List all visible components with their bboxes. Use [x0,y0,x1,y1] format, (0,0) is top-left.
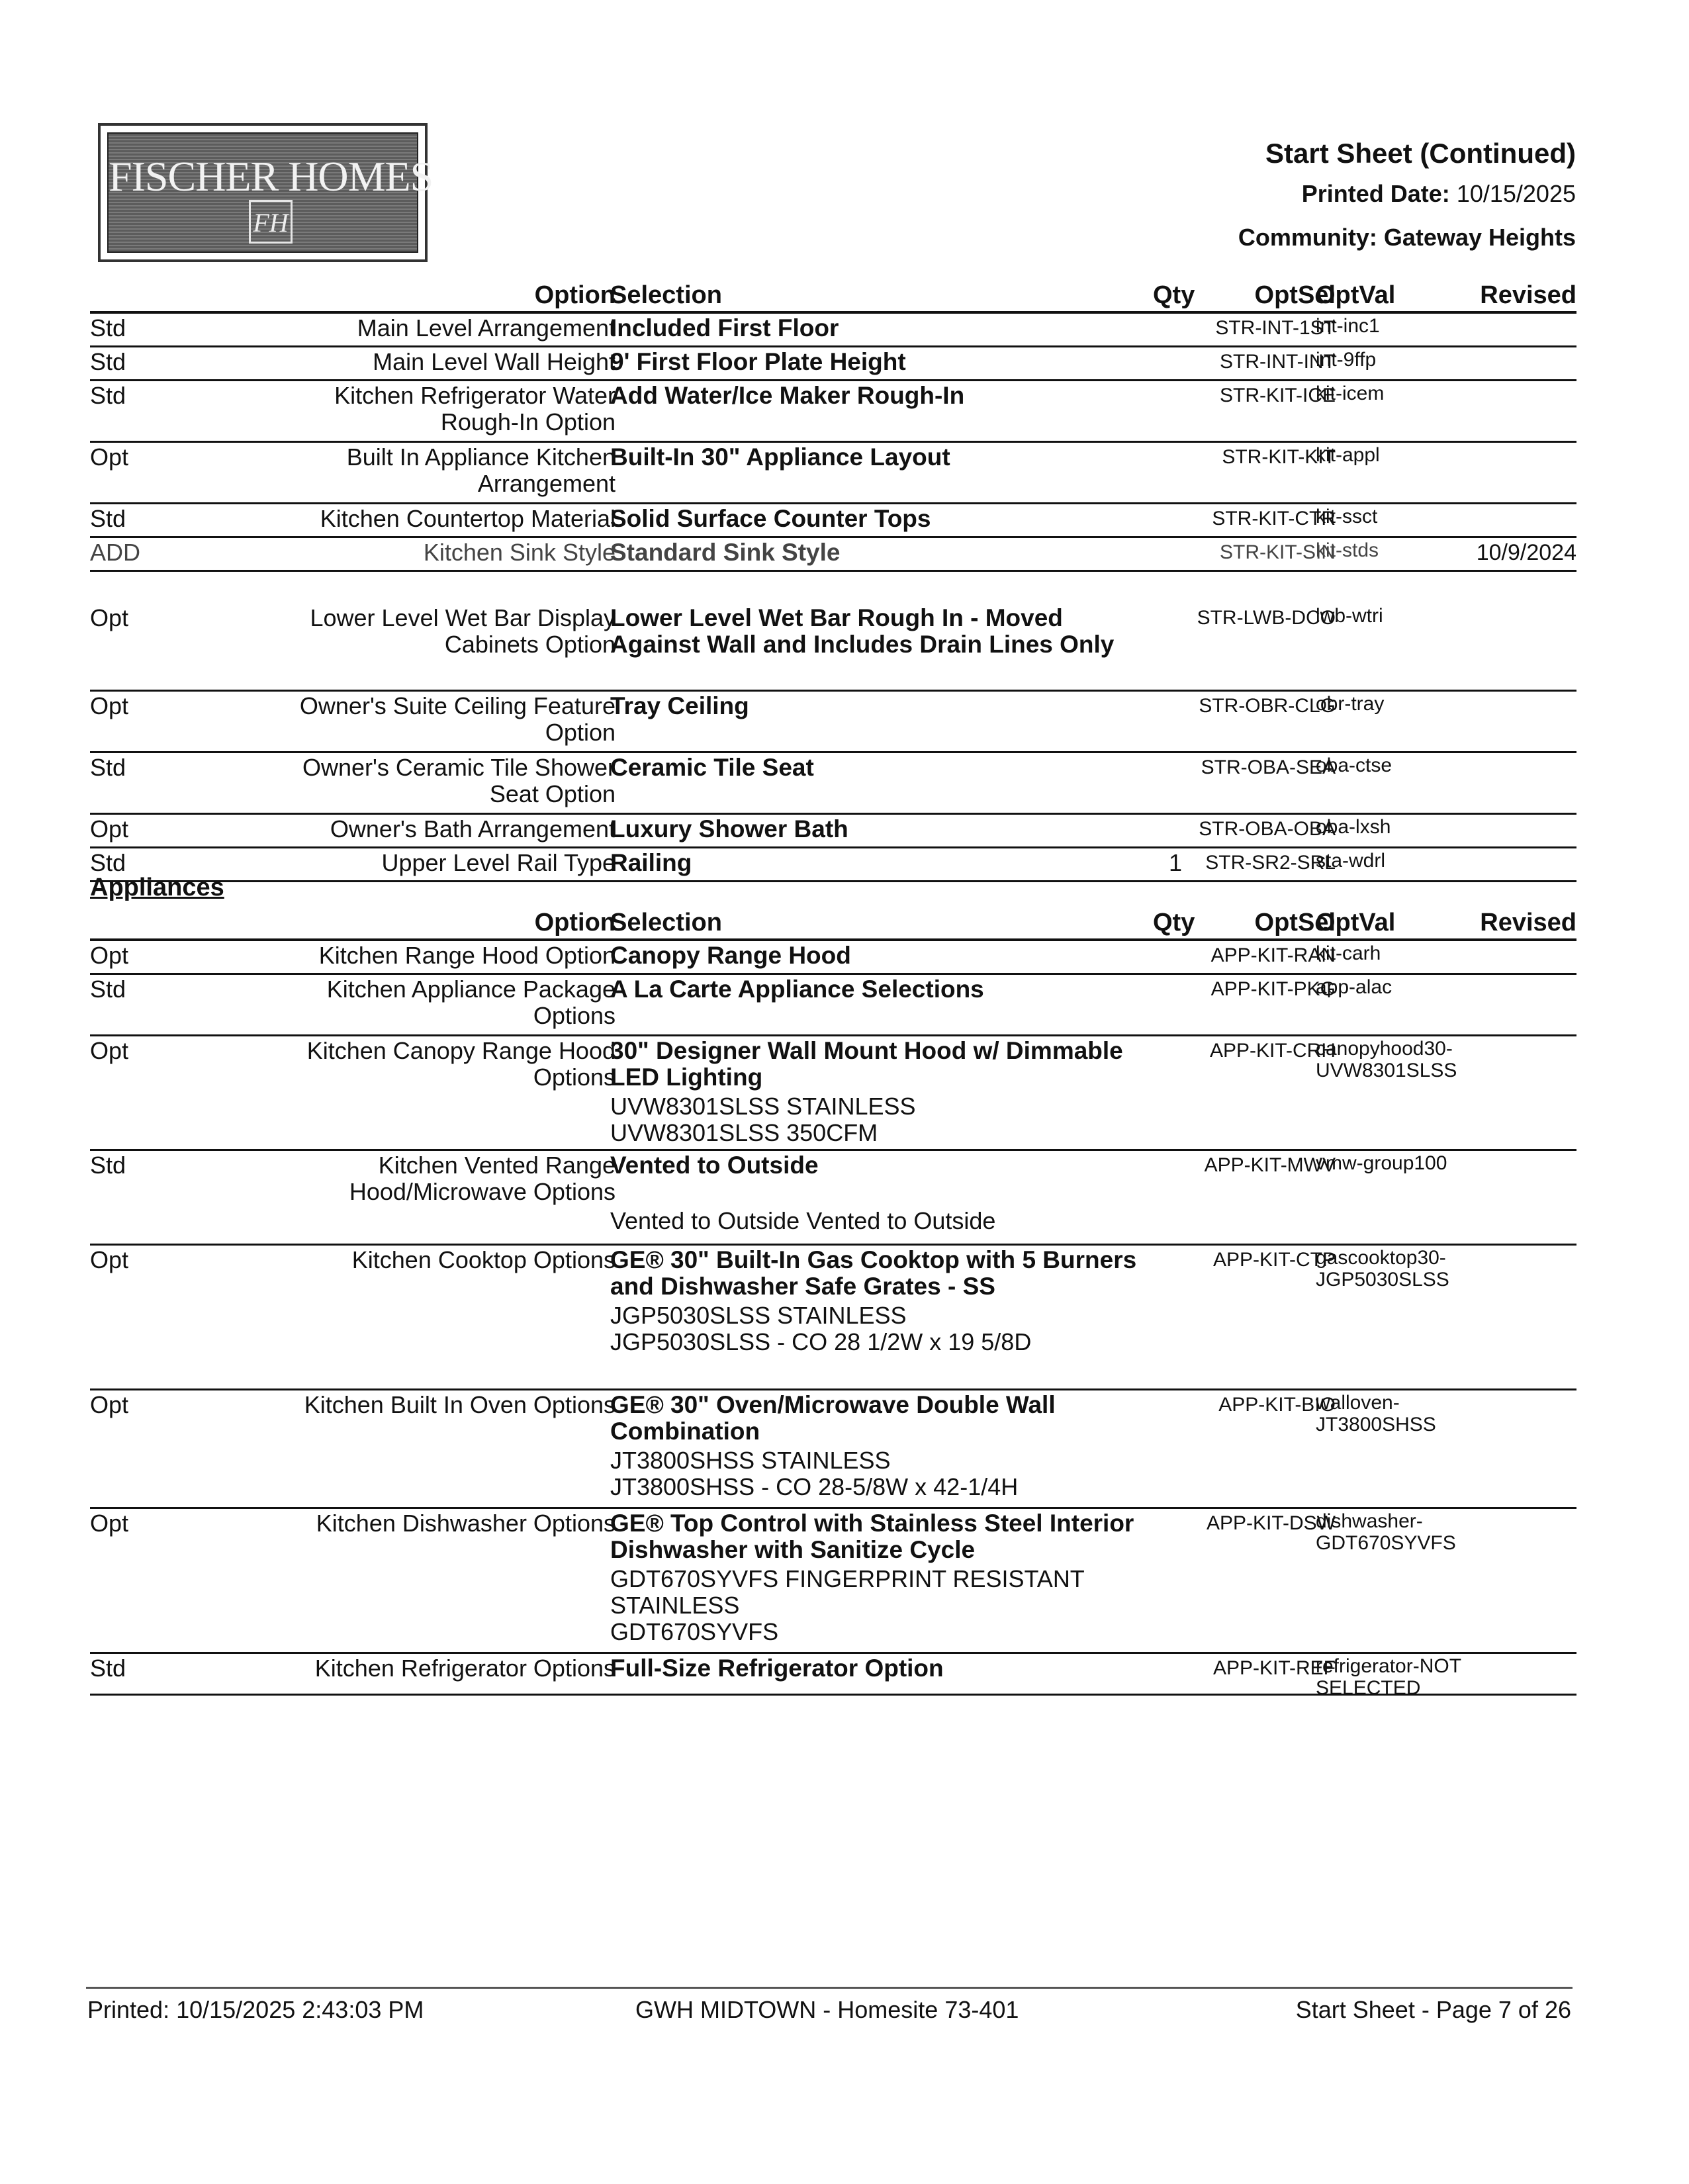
row-optval: gascooktop30- JGP5030SLSS [1316,1247,1449,1291]
header-optsel: OptSel [1254,909,1336,936]
table-row [90,941,1576,975]
row-optval: walloven- JT3800SHSS [1316,1392,1436,1435]
selection-name: GE® 30" Built-In Gas Cooktop with 5 Burners and Dishwasher Safe Grates - SS [610,1246,1137,1300]
table-row [90,815,1576,848]
table-row [90,1509,1576,1654]
row-option: Kitchen Cooktop Options [351,1246,616,1273]
row-type: Std [90,348,126,375]
row-optsel: APP-KIT-CRH [1209,1040,1336,1062]
row-selection [610,850,1153,876]
row-type: Opt [90,815,129,842]
row-selection [610,1392,1153,1500]
selection-description: GDT670SYVFS FINGERPRINT RESISTANT STAINLESS GDT670SYVFS [610,1565,1085,1645]
header-selection: Selection [610,281,722,309]
row-option: Built In Appliance Kitchen Arrangement [346,443,616,497]
table-row [90,1390,1576,1509]
table-row [90,314,1576,347]
logo-text: FISCHER HOMES [109,153,434,200]
row-qty: 1 [1168,849,1183,876]
community [1238,224,1576,251]
row-optval: refrigerator-NOT SELECTED [1316,1655,1462,1699]
row-option: Kitchen Appliance Package Options [326,976,616,1029]
header-optsel: OptSel [1254,281,1336,309]
selection-name: GE® Top Control with Stainless Steel Interior Dishwasher with Sanitize Cycle [610,1510,1134,1563]
row-option: Kitchen Countertop Material [320,505,616,532]
row-optsel: STR-OBR-CLG [1199,695,1336,717]
row-optval: vmw-group100 [1316,1152,1447,1174]
header-revised: Revised [1480,909,1576,936]
selection-name: Standard Sink Style [610,539,841,566]
row-selection [610,315,1153,341]
selection-name: GE® 30" Oven/Microwave Double Wall Combination [610,1391,1056,1445]
page-title: Start Sheet (Continued) [1265,138,1576,169]
selection-name: A La Carte Appliance Selections [610,976,984,1003]
row-type: Opt [90,1037,129,1064]
row-type: Opt [90,1246,129,1273]
table-row [90,1246,1576,1390]
selection-name: Ceramic Tile Seat [610,754,814,781]
row-option: Kitchen Range Hood Option [318,942,616,969]
row-selection [610,816,1153,842]
footer-page-number: Start Sheet - Page 7 of 26 [1295,1996,1571,2023]
table-row [90,504,1576,538]
row-type: Std [90,505,126,532]
printed-date-value: 10/15/2025 [1456,180,1576,207]
logo-background [107,132,434,253]
row-optsel: STR-SR2-SRL [1205,852,1336,874]
row-selection [610,1510,1153,1645]
row-selection [610,383,1153,409]
row-selection [610,1655,1153,1682]
table-row [90,1151,1576,1246]
row-option: Owner's Ceramic Tile Shower Seat Option [302,754,616,807]
row-optval: kit-icem [1316,383,1385,404]
row-optval: kit-ssct [1316,506,1378,527]
row-optsel: APP-KIT-PKG [1210,978,1336,1000]
row-optval: oba-lxsh [1316,816,1391,838]
table-row [90,538,1576,572]
row-type: Std [90,849,126,876]
selection-name: Included First Floor [610,314,839,341]
table-row [90,848,1576,882]
row-option: Kitchen Vented Range Hood/Microwave Options [349,1152,616,1205]
selection-name: Add Water/Ice Maker Rough-In [610,382,965,409]
row-type: Std [90,314,126,341]
row-type: ADD [90,539,141,566]
row-optval: canopyhood30- UVW8301SLSS [1316,1038,1457,1081]
selection-name: Vented to Outside [610,1152,819,1179]
row-option: Kitchen Refrigerator Options [314,1655,616,1682]
row-optsel: STR-KIT-ICE [1219,385,1336,406]
header-selection: Selection [610,909,722,936]
structural-options-table [90,281,1576,882]
row-optsel: APP-KIT-CTP [1212,1249,1336,1271]
table-row [90,381,1576,443]
row-optsel: APP-KIT-DSW [1206,1512,1336,1534]
header-optval: OptVal [1316,281,1396,309]
row-optsel: STR-INT-1ST [1215,317,1336,339]
row-type: Opt [90,942,129,969]
selection-name: Tray Ceiling [610,692,749,719]
table-header [90,908,1576,941]
row-option: Owner's Suite Ceiling Feature Option [299,692,616,746]
row-optval: dishwasher- GDT670SYVFS [1316,1510,1456,1554]
row-type: Std [90,976,126,1003]
row-type: Std [90,754,126,781]
selection-name: Canopy Range Hood [610,942,851,969]
row-optsel: APP-KIT-REF [1212,1657,1336,1679]
row-type: Std [90,382,126,409]
row-optval: int-inc1 [1316,315,1380,337]
row-selection [610,605,1153,658]
row-selection [610,1152,1153,1234]
row-type: Opt [90,692,129,719]
selection-name: Full-Size Refrigerator Option [610,1655,944,1682]
row-optsel: STR-OBA-OBA [1199,818,1336,840]
row-optval: kit-carh [1316,942,1381,964]
table-header [90,281,1576,314]
row-option: Lower Level Wet Bar Display Cabinets Option [310,604,616,658]
table-row [90,1036,1576,1151]
row-option: Upper Level Rail Type [381,849,616,876]
row-optval: kit-appl [1316,444,1380,466]
row-type: Opt [90,604,129,631]
header-option: Option [534,909,616,936]
row-type: Opt [90,1510,129,1537]
selection-description: JT3800SHSS STAINLESS JT3800SHSS - CO 28-5/8W x 42-1/4H [610,1447,1019,1500]
community-label: Community: [1238,224,1377,251]
row-optsel: STR-KIT-CTR [1212,508,1336,529]
logo-monogram: FH [249,200,293,244]
row-optsel: APP-KIT-BIO [1218,1394,1336,1416]
row-selection [610,693,1153,719]
selection-name: Solid Surface Counter Tops [610,505,931,532]
row-option: Kitchen Sink Style [423,539,616,566]
row-optsel: STR-KIT-KIT [1222,446,1336,468]
row-selection [610,349,1153,375]
row-optsel: STR-LWB-DCO [1197,607,1336,629]
row-optval: obr-tray [1316,693,1385,715]
selection-description: UVW8301SLSS STAINLESS UVW8301SLSS 350CFM [610,1093,916,1146]
row-type: Opt [90,1391,129,1418]
selection-name: Lower Level Wet Bar Rough In - Moved Against Wall and Includes Drain Lines Only [610,604,1115,658]
row-selection [610,976,1153,1003]
row-optsel: STR-OBA-SEA [1201,756,1336,778]
table-row [90,692,1576,753]
selection-name: Railing [610,849,692,876]
table-row [90,1654,1576,1699]
row-option: Kitchen Refrigerator Water Rough-In Option [334,382,616,435]
table-row [90,604,1576,692]
row-type: Opt [90,443,129,471]
row-type: Std [90,1655,126,1682]
header-revised: Revised [1480,281,1576,309]
footer-printed: Printed: 10/15/2025 2:43:03 PM [87,1996,424,2023]
row-selection [610,444,1153,471]
row-selection [610,1038,1153,1146]
selection-name: 9' First Floor Plate Height [610,348,906,375]
row-optval: int-9ffp [1316,349,1377,371]
appliance-rows [90,941,1576,1699]
selection-description: Vented to Outside Vented to Outside [610,1207,996,1234]
selection-description: JGP5030SLSS STAINLESS JGP5030SLSS - CO 28 1/2W x 19 5/8D [610,1302,1032,1355]
table-row [90,443,1576,504]
selection-name: Built-In 30" Appliance Layout [610,443,950,471]
company-logo [98,123,434,262]
row-optsel: STR-INT-INT [1220,351,1336,373]
selection-name: 30" Designer Wall Mount Hood w/ Dimmable LED Lighting [610,1037,1123,1091]
table-row [90,975,1576,1036]
row-revised: 10/9/2024 [1476,540,1576,565]
row-type: Std [90,1152,126,1179]
row-selection [610,506,1153,532]
row-optval: sta-wdrl [1316,850,1386,872]
printed-date [1302,180,1576,208]
row-option: Owner's Bath Arrangement [330,815,616,842]
row-option: Kitchen Built In Oven Options [304,1391,616,1418]
row-option: Kitchen Canopy Range Hood Options [306,1037,616,1091]
structural-rows [90,314,1576,882]
table-row [90,347,1576,381]
row-optsel: STR-KIT-SIN [1219,541,1336,563]
footer-divider [86,1987,1573,1989]
section-title-appliances: Appliances [90,874,224,901]
appliances-table [90,908,1576,1699]
row-optsel: APP-KIT-MWV [1204,1154,1336,1176]
row-optval: app-alac [1316,976,1392,998]
row-option: Kitchen Dishwasher Options [316,1510,616,1537]
table-row [90,753,1576,815]
row-optsel: APP-KIT-RAN [1210,944,1336,966]
row-selection [610,1247,1153,1355]
header-optval: OptVal [1316,909,1396,936]
row-selection [610,754,1153,781]
header-option: Option [534,281,616,309]
row-optval: oba-ctse [1316,754,1392,776]
header-qty: Qty [1153,281,1195,309]
community-value: Gateway Heights [1383,224,1576,251]
row-option: Main Level Arrangement [357,314,616,341]
row-selection [610,539,1153,566]
footer-homesite: GWH MIDTOWN - Homesite 73-401 [635,1996,1019,2023]
row-option: Main Level Wall Height [373,348,616,375]
row-selection [610,942,1153,969]
selection-name: Luxury Shower Bath [610,815,848,842]
printed-date-label: Printed Date: [1301,180,1450,207]
row-optval: kit-stds [1316,539,1379,561]
header-qty: Qty [1153,909,1195,936]
row-optval: lwb-wtri [1316,605,1383,627]
